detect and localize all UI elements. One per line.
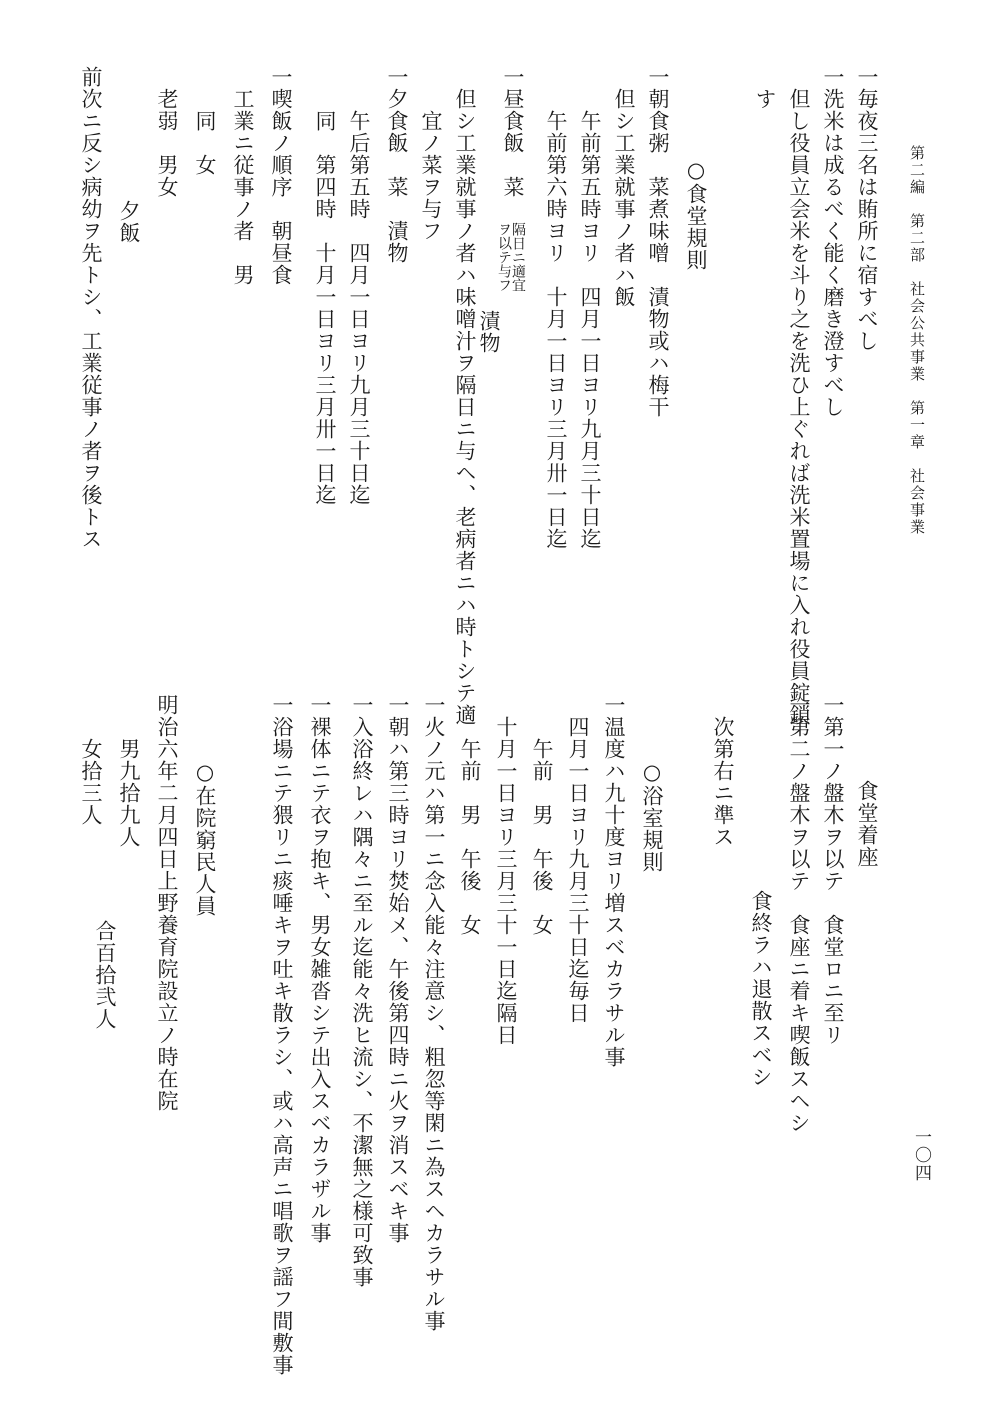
section-heading: ○在院窮民人員 <box>193 760 217 917</box>
text-column: 一洗米は成るべく能く磨き澄すべし <box>821 66 845 418</box>
text-column: 男九拾九人 <box>117 738 141 848</box>
text-column: 前次ニ反シ病幼ヲ先トシ、工業従事ノ者ヲ後トス <box>79 66 103 550</box>
text-column: 一喫飯ノ順序 朝昼食 <box>269 66 293 286</box>
text-column: 一夕食飯 菜 漬物 <box>385 66 409 264</box>
inline-note: 隔日ニ適宜 <box>510 222 526 292</box>
text-column: 十月一日ヨリ三月三十一日迄隔日 <box>494 716 518 1046</box>
text-column: 午前第六時ヨリ 十月一日ヨリ三月卅一日迄 <box>544 110 568 550</box>
text-column: 一第一ノ盤木ヲ以テ 食堂ロニ至リ <box>821 694 845 1046</box>
text-column: 次第右ニ準ス <box>711 716 735 848</box>
text-column: 食終ラハ退散スベシ <box>749 890 773 1088</box>
text-column: 一入浴終レハ隅々ニ至ル迄能々洗ヒ流シ、不潔無之様可致事 <box>350 694 374 1288</box>
text-column: 四月一日ヨリ九月三十日迄毎日 <box>566 716 590 1024</box>
text-column: 但シ工業就事ノ者ハ味噌汁ヲ隔日ニ与ヘ、老病者ニハ時トシテ適 <box>453 88 477 726</box>
text-column: 一浴場ニテ猥リニ痰唾キヲ吐キ散ラシ、或ハ高声ニ唱歌ヲ謡フ間敷事 <box>270 694 294 1376</box>
text-column: 一第二ノ盤木ヲ以テ 食座ニ着キ喫飯スヘシ <box>787 694 811 1134</box>
text-column: 工業ニ従事ノ者 男 <box>231 88 255 286</box>
text-column: 午前 男 午後 女 <box>530 738 554 936</box>
text-column: 漬物 <box>477 310 501 354</box>
text-column: 同 女 <box>193 110 217 176</box>
inline-note: ヲ以テ与フ <box>496 222 512 292</box>
text-column: 同 第四時 十月一日ヨリ三月卅一日迄 <box>313 110 337 506</box>
text-column: 夕飯 <box>117 200 141 244</box>
text-column: 老弱 男女 <box>155 88 179 198</box>
text-column: 但シ工業就事ノ者ハ飯 <box>612 88 636 308</box>
text-column: 但し役員立会米を斗り之を洗ひ上ぐれば洗米置場に入れ役員錠鎖 <box>787 88 811 726</box>
text-column: 一毎夜三名は賄所に宿すべし <box>855 66 879 352</box>
section-heading: 食堂着座 <box>855 780 879 868</box>
running-title: 第二編 第二部 社会公共事業 第一章 社会事業 <box>908 145 926 536</box>
text-column: 午后第五時 四月一日ヨリ九月三十日迄 <box>347 110 371 506</box>
text-column: 女拾三人 <box>79 738 103 826</box>
text-column: 午前第五時ヨリ 四月一日ヨリ九月三十日迄 <box>578 110 602 550</box>
text-column: 一温度ハ九十度ヨリ増スベカラサル事 <box>602 694 626 1068</box>
text-column: 一朝ハ第三時ヨリ焚始メ、午後第四時ニ火ヲ消スベキ事 <box>386 694 410 1244</box>
text-column: 一昼食飯 菜 <box>501 66 525 198</box>
text-column: 午前 男 午後 女 <box>458 738 482 936</box>
text-column: す <box>753 88 777 110</box>
text-column: 一裸体ニテ衣ヲ抱キ、男女雑沓シテ出入スベカラザル事 <box>308 694 332 1244</box>
text-column: 一朝食粥 菜煮味噌 漬物或ハ梅干 <box>646 66 670 418</box>
text-column: 明治六年二月四日上野養育院設立ノ時在院 <box>155 694 179 1112</box>
text-column: 一火ノ元ハ第一ニ念入能々注意シ、粗忽等閑ニ為スヘカラサル事 <box>422 694 446 1332</box>
page-number: 一〇四 <box>911 1128 931 1182</box>
text-column: 合百拾弐人 <box>93 920 117 1030</box>
section-heading: ○食堂規則 <box>684 158 708 271</box>
text-column: 宜ノ菜ヲ与フ <box>419 110 443 242</box>
section-heading: ○浴室規則 <box>640 760 664 873</box>
